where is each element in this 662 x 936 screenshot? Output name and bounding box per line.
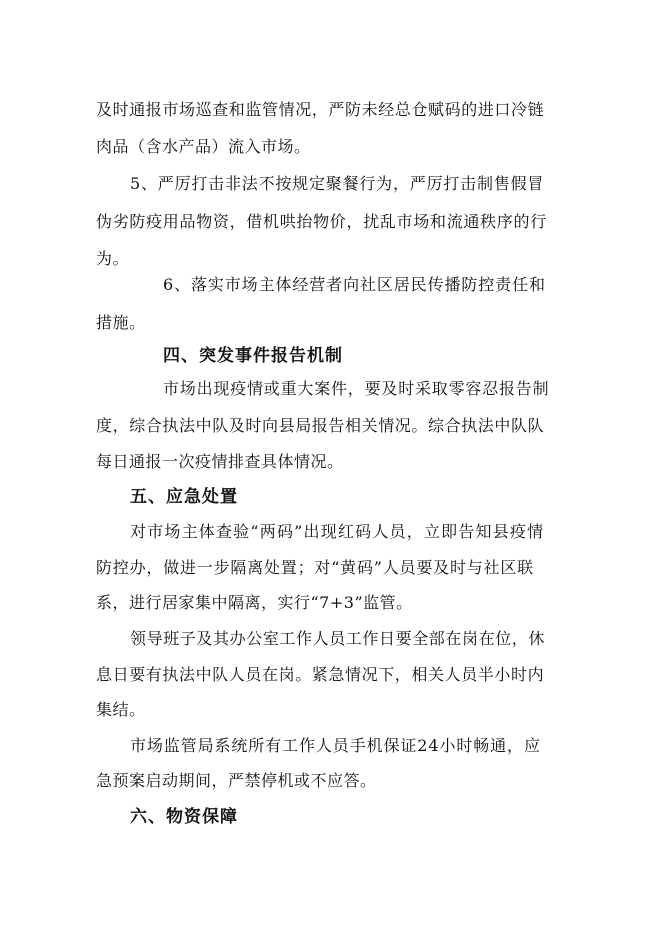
text-line-13: 系，进行居家集中隔离，实行“7+3”监管。 — [96, 593, 413, 612]
text-line-10: 每日通报一次疫情排查具体情况。 — [96, 452, 344, 471]
text-line-15: 息日要有执法中队人员在岗。紧急情况下，相关人员半小时内 — [96, 665, 545, 684]
text-line-12: 防控办，做进一步隔离处置；对“黄码”人员要及时与社区联 — [96, 558, 534, 577]
text-line-11: 对市场主体查验“两码”出现红码人员，立即告知县疫情 — [130, 522, 545, 541]
text-line-5: 为。 — [96, 249, 130, 268]
text-line-14: 领导班子及其办公室工作人员工作日要全部在岗在位，休 — [130, 629, 546, 648]
text-line-7: 措施。 — [96, 313, 146, 332]
text-line-4: 伪劣防疫用品物资，借机哄抬物价，扰乱市场和流通秩序的行 — [96, 212, 547, 231]
text-line-2: 肉品（含水产品）流入市场。 — [96, 137, 311, 156]
text-line-8: 市场出现疫情或重大案件，要及时采取零容忍报告制 — [163, 379, 550, 398]
section-heading-5: 五、应急处置 — [130, 487, 238, 507]
text-line-3: 5、严厉打击非法不按规定聚餐行为，严厉打击制售假冒 — [130, 174, 545, 193]
text-line-17: 市场监管局系统所有工作人员手机保证24小时畅通，应 — [130, 736, 541, 755]
text-line-6: 6、落实市场主体经营者向社区居民传播防控责任和 — [163, 275, 546, 294]
text-line-1: 及时通报市场巡查和监管情况，严防未经总仓赋码的进口冷链 — [96, 100, 545, 119]
text-line-18: 急预案启动期间，严禁停机或不应答。 — [96, 771, 377, 790]
text-line-9: 度，综合执法中队及时向县局报告相关情况。综合执法中队队 — [96, 416, 545, 435]
section-heading-4: 四、突发事件报告机制 — [163, 346, 343, 366]
section-heading-6: 六、物资保障 — [130, 807, 238, 827]
text-line-16: 集结。 — [96, 700, 146, 719]
